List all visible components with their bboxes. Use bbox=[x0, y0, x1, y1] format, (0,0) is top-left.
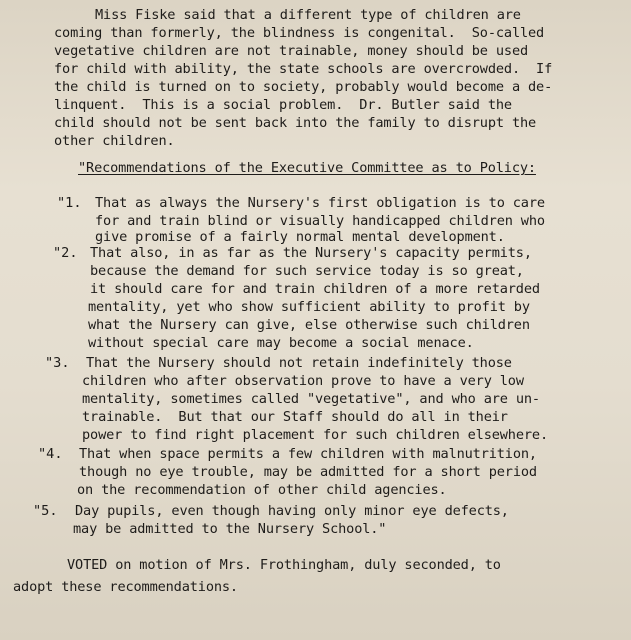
recommendation-line: give promise of a fairly normal mental development. bbox=[95, 229, 505, 245]
intro-line: child should not be sent back into the family to disrupt the bbox=[54, 115, 537, 131]
intro-line: Miss Fiske said that a different type of children are bbox=[95, 7, 521, 23]
recommendation-line: children who after observation prove to have a very low bbox=[82, 373, 524, 389]
recommendation-line: without special care may become a social menace. bbox=[88, 335, 474, 351]
intro-line: linquent. This is a social problem. Dr. Butler said the bbox=[54, 97, 512, 113]
recommendation-line: for and train blind or visually handicapped children who bbox=[95, 213, 545, 229]
recommendation-number: "4. bbox=[38, 446, 63, 462]
voted-line: VOTED on motion of Mrs. Frothingham, duly seconded, to bbox=[67, 557, 501, 573]
recommendation-line: That also, in as far as the Nursery's capacity permits, bbox=[90, 245, 532, 261]
recommendation-line: on the recommendation of other child agencies. bbox=[77, 482, 447, 498]
recommendation-line: Day pupils, even though having only minor eye defects, bbox=[75, 503, 509, 519]
recommendation-line: though no eye trouble, may be admitted for a short period bbox=[79, 464, 537, 480]
recommendation-line: That as always the Nursery's first obligation is to care bbox=[95, 195, 545, 211]
recommendation-line: it should care for and train children of a more retarded bbox=[90, 281, 540, 297]
intro-line: the child is turned on to society, probably would become a de- bbox=[54, 79, 553, 95]
intro-line: other children. bbox=[54, 133, 175, 149]
intro-line: for child with ability, the state schools are overcrowded. If bbox=[54, 61, 553, 77]
recommendation-line: mentality, yet who show sufficient ability to profit by bbox=[88, 299, 530, 315]
recommendation-line: power to find right placement for such children elsewhere. bbox=[82, 427, 548, 443]
recommendation-number: "2. bbox=[53, 245, 78, 261]
intro-line: coming than formerly, the blindness is congenital. So-called bbox=[54, 25, 545, 41]
recommendation-number: "1. bbox=[57, 195, 82, 211]
recommendation-line: mentality, sometimes called "vegetative", and who are un- bbox=[82, 391, 540, 407]
recommendation-line: may be admitted to the Nursery School." bbox=[73, 521, 387, 537]
recommendation-line: what the Nursery can give, else otherwise such children bbox=[88, 317, 530, 333]
recommendation-number: "3. bbox=[45, 355, 70, 371]
section-heading: "Recommendations of the Executive Committee as to Policy: bbox=[78, 160, 536, 176]
intro-line: vegetative children are not trainable, money should be used bbox=[54, 43, 529, 59]
recommendation-line: trainable. But that our Staff should do all in their bbox=[82, 409, 508, 425]
recommendation-line: That the Nursery should not retain indefinitely those bbox=[86, 355, 512, 371]
recommendation-number: "5. bbox=[33, 503, 58, 519]
recommendation-line: because the demand for such service today is so great, bbox=[90, 263, 524, 279]
voted-line: adopt these recommendations. bbox=[13, 579, 238, 595]
recommendation-line: That when space permits a few children with malnutrition, bbox=[79, 446, 537, 462]
